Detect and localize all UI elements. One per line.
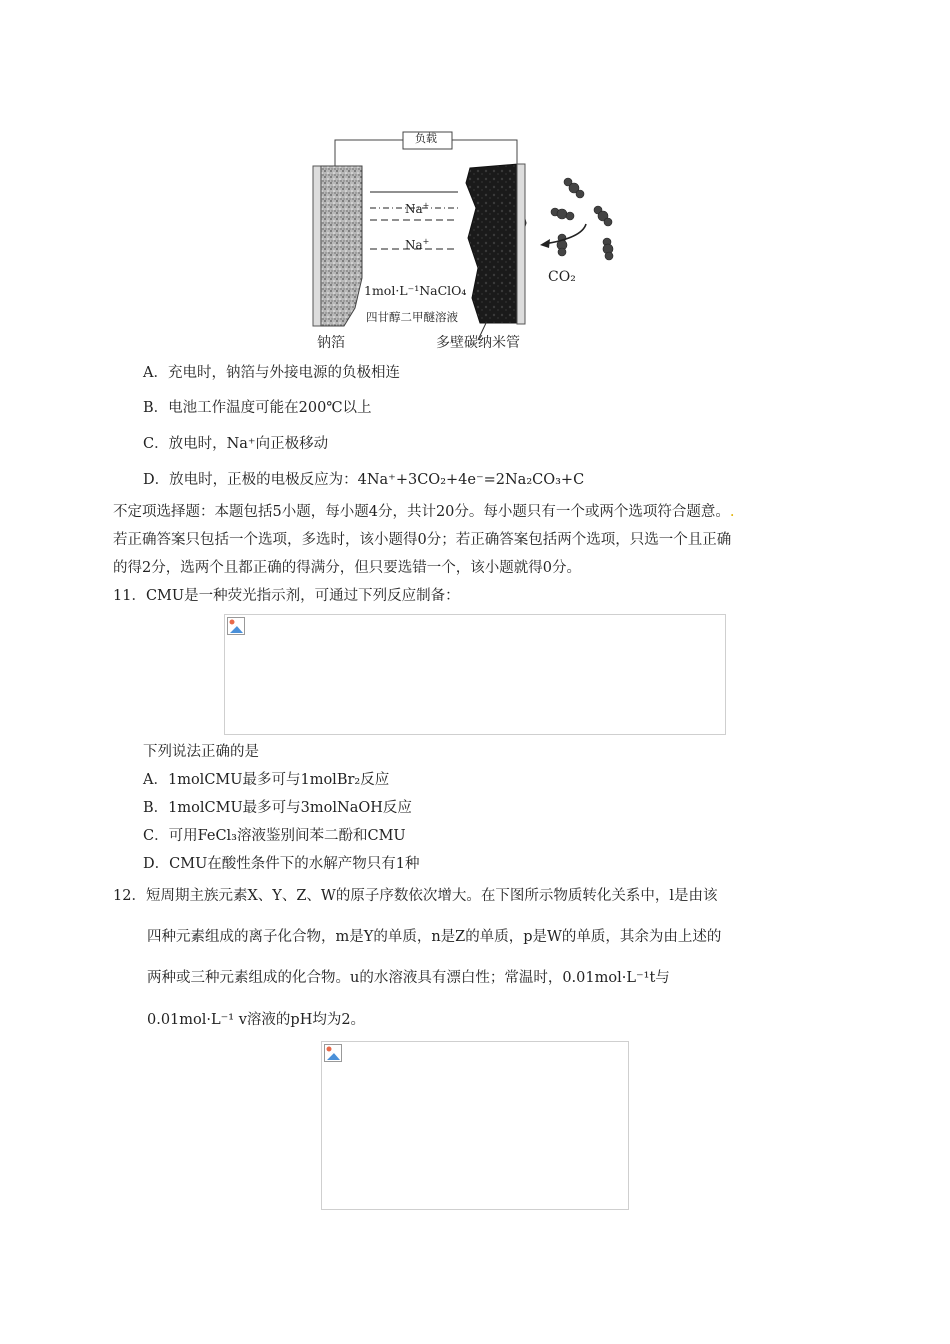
broken-image-icon — [227, 617, 245, 635]
co2-arrow-head — [540, 239, 550, 248]
q11-option-c: C．可用FeCl₃溶液鉴别间苯二酚和CMU — [143, 828, 406, 844]
sodium-foil-electrode — [321, 166, 362, 326]
co2-molecules — [551, 178, 613, 260]
q10-option-b: B．电池工作温度可能在200℃以上 — [143, 400, 372, 416]
battery-diagram — [300, 128, 630, 356]
q10-option-d: D．放电时，正极的电极反应为：4Na⁺+3CO₂+4e⁻=2Na₂CO₃+C — [143, 472, 585, 488]
instructions-line-1: 不定项选择题：本题包括5小题，每小题4分，共计20分。每小题只有一个或两个选项符合题意。. — [113, 504, 735, 520]
electrolyte-concentration: 1mol·L⁻¹NaClO₄ — [364, 283, 467, 298]
right-wire — [452, 140, 517, 164]
load-label: 负载 — [415, 132, 437, 145]
instructions-line-2: 若正确答案只包括一个选项，多选时，该小题得0分；若正确答案包括两个选项，只选一个且正确 — [113, 532, 732, 548]
q11-option-a: A．1molCMU最多可与1molBr₂反应 — [143, 772, 390, 788]
q12-diagram-image-placeholder — [321, 1041, 629, 1210]
broken-image-icon — [324, 1044, 342, 1062]
q10-option-c: C．放电时，Na⁺向正极移动 — [143, 436, 329, 452]
q11-stem: 11．CMU是一种荧光指示剂，可通过下列反应制备： — [113, 588, 460, 604]
q11-prompt: 下列说法正确的是 — [143, 744, 259, 760]
left-foil-edge — [313, 166, 321, 326]
q12-line-2: 四种元素组成的离子化合物，m是Y的单质，n是Z的单质，p是W的单质，其余为由上述的 — [147, 929, 722, 945]
q12-line-4: 0.01mol·L⁻¹ v溶液的pH均为2。 — [147, 1012, 366, 1028]
q11-reaction-image-placeholder — [224, 614, 726, 735]
nanotube-label: 多壁碳纳米管 — [436, 335, 520, 351]
q11-option-b: B．1molCMU最多可与3molNaOH反应 — [143, 800, 412, 816]
na-ion-label-top: Na+ — [405, 201, 430, 216]
electrolyte-solvent: 四甘醇二甲醚溶液 — [366, 310, 458, 324]
left-wire — [335, 140, 403, 168]
battery-diagram-svg — [300, 128, 630, 356]
q11-option-d: D．CMU在酸性条件下的水解产物只有1种 — [143, 856, 420, 872]
q12-line-3: 两种或三种元素组成的化合物。u的水溶液具有漂白性；常温时，0.01mol·L⁻¹t与 — [147, 970, 670, 986]
right-foil-edge — [517, 164, 525, 324]
na-ion-label-mid: Na+ — [405, 237, 430, 252]
instructions-mark: . — [729, 504, 735, 520]
instructions-line-3: 的得2分，选两个且都正确的得满分，但只要选错一个，该小题就得0分。 — [113, 560, 581, 576]
q10-option-a: A．充电时，钠箔与外接电源的负极相连 — [143, 365, 400, 381]
co2-label: CO₂ — [548, 269, 576, 285]
sodium-foil-label: 钠箔 — [317, 335, 345, 351]
q12-line-1: 12．短周期主族元素X、Y、Z、W的原子序数依次增大。在下图所示物质转化关系中，l是由该 — [113, 888, 718, 904]
